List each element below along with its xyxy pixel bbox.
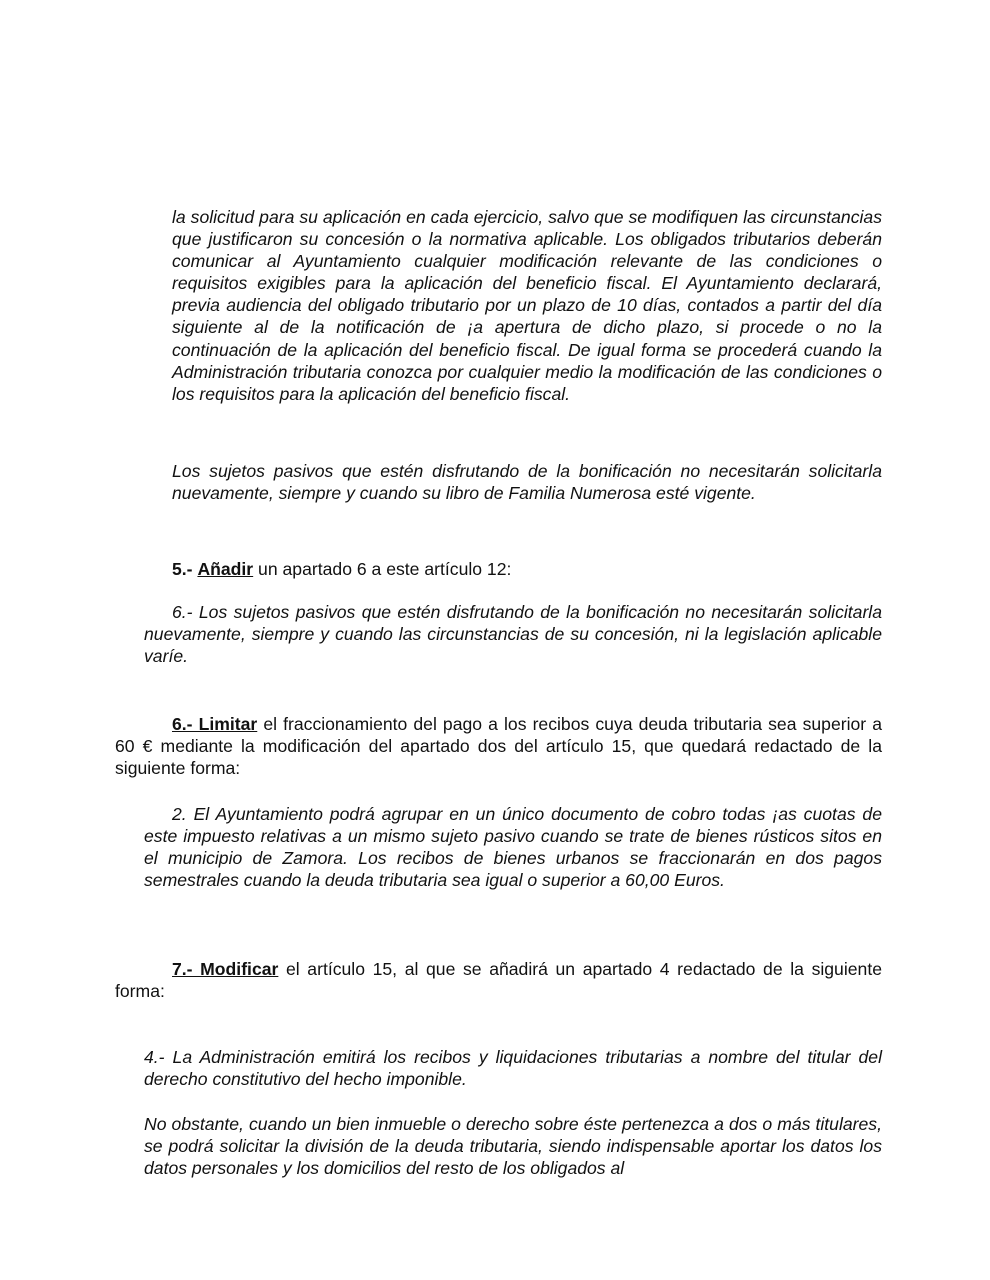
section-6-paragraph bbox=[115, 713, 882, 779]
paragraph-sujetos-pasivos-familia: Los sujetos pasivos que estén disfrutando de la bonificación no necesitarán solicitarla nuevamente, siempre y cuando su libro de Familia Numerosa esté vigente. bbox=[172, 461, 882, 504]
section-7-text: el artículo 15, al que se añadirá un apartado 4 redactado de la siguiente forma: bbox=[115, 959, 882, 1002]
section-5-text: un apartado 6 a este artículo 12: bbox=[253, 559, 512, 579]
paragraph-apartado-2: 2. El Ayuntamiento podrá agrupar en un único documento de cobro todas ¡as cuotas de este impuesto relativas a un mismo sujeto pasivo cuando se trate de bienes rústicos sitos en el municipio de Zamora. Los recibos de bienes urbanos se fraccionarán en dos pagos semestrales cuando la deuda tributaria sea igual o superior a 60,00 Euros. bbox=[144, 804, 882, 891]
section-5-verb: Añadir bbox=[197, 559, 254, 579]
paragraph-apartado-6: 6.- Los sujetos pasivos que estén disfrutando de la bonificación no necesitarán solicitarla nuevamente, siempre y cuando las circunstancias de su concesión, ni la legislación aplicable varíe. bbox=[144, 602, 882, 667]
section-5-heading bbox=[172, 558, 882, 580]
section-7-paragraph bbox=[115, 958, 882, 1002]
section-6-heading: 6.- Limitar bbox=[172, 714, 258, 734]
section-5-number: 5.- bbox=[172, 559, 193, 579]
paragraph-solicitud: la solicitud para su aplicación en cada ejercicio, salvo que se modifiquen las circunstancias que justificaron su concesión o la normativa aplicable. Los obligados tributarios deberán comunicar al Ayuntamiento cualquier modificación relevante de las condiciones o requisitos exigibles para la aplicación del beneficio fiscal. El Ayuntamiento declarará, previa audiencia del obligado tributario por un plazo de 10 días, contados a partir del día siguiente al de la notificación de ¡a apertura de dicho plazo, si procede o no la continuación de la aplicación del beneficio fiscal. De igual forma se procederá cuando la Administración tributaria conozca por cualquier medio la modificación de las condiciones o los requisitos para la aplicación del beneficio fiscal. bbox=[172, 207, 882, 404]
paragraph-apartado-4: 4.- La Administración emitirá los recibos y liquidaciones tributarias a nombre del titular del derecho constitutivo del hecho imponible. bbox=[144, 1047, 882, 1090]
section-6-text: el fraccionamiento del pago a los recibos cuya deuda tributaria sea superior a 60 € mediante la modificación del apartado dos del artículo 15, que quedará redactado de la siguiente forma: bbox=[115, 714, 882, 779]
paragraph-no-obstante: No obstante, cuando un bien inmueble o derecho sobre éste pertenezca a dos o más titulares, se podrá solicitar la división de la deuda tributaria, siendo indispensable aportar los datos los datos personales y los domicilios del resto de los obligados al bbox=[144, 1114, 882, 1179]
section-7-heading: 7.- Modificar bbox=[172, 959, 279, 979]
